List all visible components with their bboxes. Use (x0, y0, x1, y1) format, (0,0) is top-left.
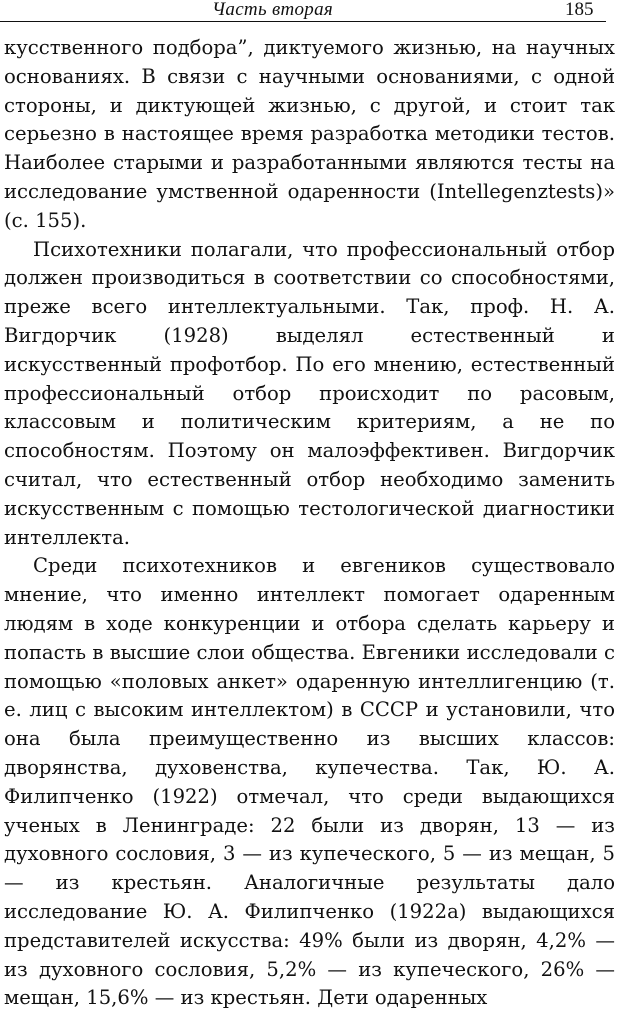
page-header (0, 0, 620, 22)
running-title: Часть вторая (212, 0, 334, 20)
body-text (4, 34, 615, 1013)
header-rule (0, 21, 606, 22)
page-number: 185 (565, 0, 594, 20)
paragraph-eugenics: Среди психотехников и евгеников существовало мнение, что именно интеллект помогает одаренным людям в ходе конкуренции и отбора сделать карьеру и попасть в высшие слои общества. Евгеники исследовали с помощью «половых анкет» одаренную интеллигенцию (т. е. лиц с высоким интеллектом) в СССР и установили, что она была преимущественно из высших классов: дворянства, духовенства, купечества. Так, Ю. А. Филипченко (1922) отмечал, что среди выдающихся ученых в Ленинграде: 22 были из дворян, 13 — из духовного сословия, 3 — из купеческого, 5 — из мещан, 5 — из крестьян. Аналогичные результаты дало исследование Ю. А. Филипченко (1922а) выдающихся представителей искусства: 49% были из дворян, 4,2% — из духовного сословия, 5,2% — из купеческого, 26% — мещан, 15,6% — из крестьян. Дети одаренных (4, 554, 615, 1010)
paragraph-continuation: кусственного подбора”, диктуемого жизнью, на научных основаниях. В связи с научными основаниями, с одной стороны, и диктующей жизнью, с другой, и стоит так серьезно в настоящее время разработка методики тестов. Наиболее старыми и разработанными являются тесты на исследование умственной одаренности (Intellegenztests)» (с. 155). (4, 36, 615, 232)
paragraph-psychotechnics: Психотехники полагали, что профессиональный отбор должен производиться в соответствии со способностями, преже всего интеллектуальными. Так, проф. Н. А. Вигдорчик (1928) выделял естественный и искусственный профотбор. По его мнению, естественный профессиональный отбор происходит по расовым, классовым и политическим критериям, а не по способностям. Поэтому он малоэффективен. Вигдорчик считал, что естественный отбор необходимо заменить искусственным с помощью тестологической диагностики интеллекта. (4, 237, 615, 549)
